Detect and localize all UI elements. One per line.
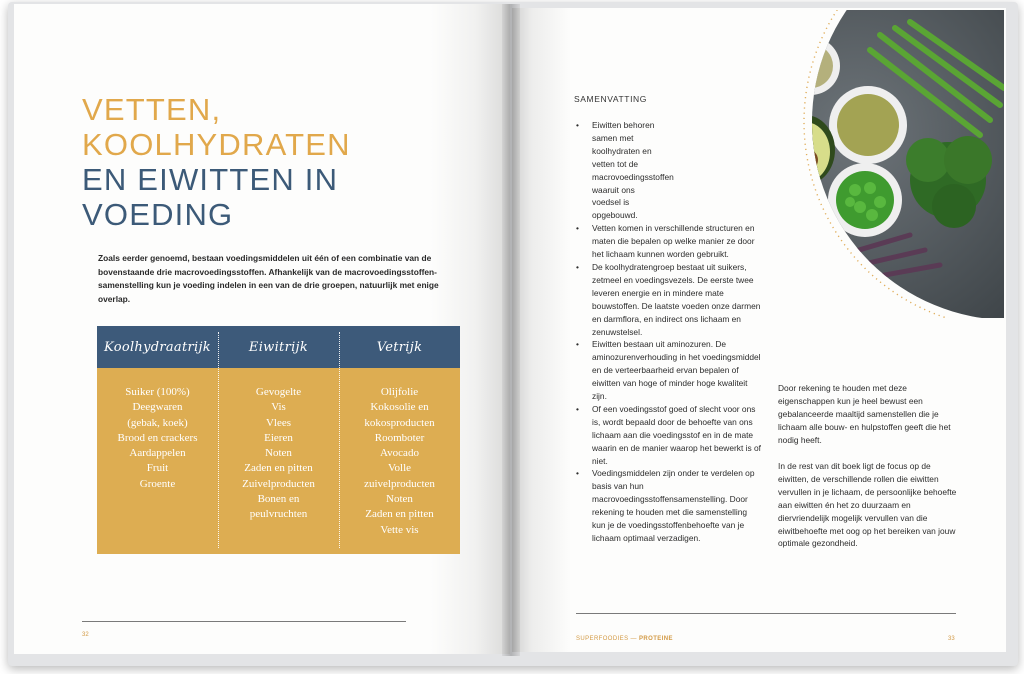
footer-book-title: SUPERFOODIES — xyxy=(576,636,637,642)
summary-list xyxy=(576,119,762,545)
page-number: 32 xyxy=(82,632,89,638)
title-line-4: VOEDING xyxy=(82,197,234,232)
left-page xyxy=(14,4,510,654)
column-divider xyxy=(339,332,340,548)
table-cell: Gevogelte xyxy=(255,386,302,398)
summary-bullet: • De koolhydratengroep bestaat uit suikers, zetmeel en voedingsvezels. De eerste twee leveren energie en in mindere mate bouwstoffen. De laatste voeden onze darmen en darmflora, en indirect ons lichaam en zenuwstelsel. xyxy=(576,261,762,338)
column-eiwitrijk xyxy=(218,368,339,554)
column-koolhydraatrijk xyxy=(97,368,218,554)
column-header-koolhydraatrijk: Koolhydraatrijk xyxy=(104,339,211,355)
footer-rule xyxy=(576,613,956,614)
body-paragraph: Door rekening te houden met deze eigenschappen kun je heel bewust een gebalanceerde maaltijd samenstellen die je lichaam alle bouw- en hulpstoffen geeft die het nodig heeft. xyxy=(778,383,951,445)
food-groups-table xyxy=(97,326,460,554)
footer-chapter: PROTEINE xyxy=(639,636,673,642)
table-cell: Groente xyxy=(139,477,176,490)
table-cell: Zaden en pitten xyxy=(365,508,434,521)
title-line-3: EN EIWITTEN IN xyxy=(82,162,339,197)
table-body xyxy=(97,368,460,554)
table-cell: (gebak, koek) xyxy=(127,416,188,429)
column-vetrijk xyxy=(339,368,460,554)
body-paragraph: In de rest van dit boek ligt de focus op de eiwitten, de verschillende rollen die eiwitten vervullen in je lichaam, de persoonlijke behoefte aan eiwitten én het zo duurzaam en diervriendelijk mogelijk vervullen van die eiwitbehoefte met oog op het bereiken van jouw optimale gezondheid. xyxy=(778,461,957,549)
table-cell: Avocado xyxy=(380,447,419,460)
table-cell: Bonen en xyxy=(257,493,300,506)
column-header-eiwitrijk: Eiwitrijk xyxy=(248,339,309,355)
summary-bullet: • Eiwitten behoren samen met koolhydraten en vetten tot de macrovoedingsstoffen waaruit ons voedsel is opgebouwd. xyxy=(576,119,762,222)
table-cell: Zuivelproducten xyxy=(242,477,315,490)
title-line-2: KOOLHYDRATEN xyxy=(82,127,351,162)
table-cell: Fruit xyxy=(146,462,169,475)
footer-rule xyxy=(82,621,406,622)
table-cell: Kokosolie en xyxy=(370,401,429,414)
summary-bullet: • Eiwitten bestaan uit aminozuren. De aminozurenverhouding in het voedingsmiddel en de verteerbaarheid ervan bepalen of eiwitten van hoge of minder hoge kwaliteit zijn. xyxy=(576,338,762,403)
table-cell: Vette vis xyxy=(380,523,419,536)
table-cell: zuivelproducten xyxy=(364,477,435,490)
summary-bullet: • Voedingsmiddelen zijn onder te verdelen op basis van hun macrovoedingsstoffensamenstelling. Door rekening te houden met die samenstelling kun je de voedingsstoffenbehoefte van je lichaam optimaal verzadigen. xyxy=(576,467,762,544)
column-header-vetrijk: Vetrijk xyxy=(376,339,423,355)
table-cell: Noten xyxy=(265,447,292,460)
table-cell: Olijfolie xyxy=(380,386,419,398)
summary-bullet: • Vetten komen in verschillende structuren en maten die bepalen op welke manier ze door het lichaam kunnen worden gebruikt. xyxy=(576,222,762,261)
intro-paragraph: Zoals eerder genoemd, bestaan voedingsmiddelen uit één of een combinatie van de bovenstaande drie macrovoedingsstoffen. Afhankelijk van de macrovoedingsstoffen-samenstelling kun je voeding indelen in een van de drie groepen, natuurlijk met enige overlap. xyxy=(98,253,439,304)
book-spine xyxy=(502,4,520,656)
page-title xyxy=(82,92,351,232)
table-cell: peulvruchten xyxy=(249,508,308,521)
table-cell: kokosproducten xyxy=(364,416,435,429)
summary-heading: SAMENVATTING xyxy=(574,94,648,104)
table-cell: Volle xyxy=(387,462,412,475)
running-footer xyxy=(576,636,673,642)
column-divider xyxy=(218,332,219,548)
summary-bullet: • Of een voedingsstof goed of slecht voor ons is, wordt bepaald door de behoefte van ons lichaam aan die voedingsstof en in de mate waarin en de manier waarop het bewerkt is of niet. xyxy=(576,403,762,468)
page-number: 33 xyxy=(948,636,955,642)
right-page xyxy=(512,8,1006,652)
table-cell: Aardappelen xyxy=(129,447,186,460)
table-cell: Zaden en pitten xyxy=(244,462,313,475)
title-line-1: VETTEN, xyxy=(82,92,222,127)
table-cell: Brood en crackers xyxy=(117,431,198,444)
table-header xyxy=(97,326,460,368)
table-cell: Vis xyxy=(271,401,286,414)
table-cell: Deegwaren xyxy=(132,401,183,414)
table-cell: Suiker (100%) xyxy=(125,386,190,398)
table-cell: Vlees xyxy=(265,416,292,429)
table-cell: Eieren xyxy=(264,431,293,444)
table-cell: Noten xyxy=(386,493,413,506)
table-cell: Roomboter xyxy=(374,431,425,444)
